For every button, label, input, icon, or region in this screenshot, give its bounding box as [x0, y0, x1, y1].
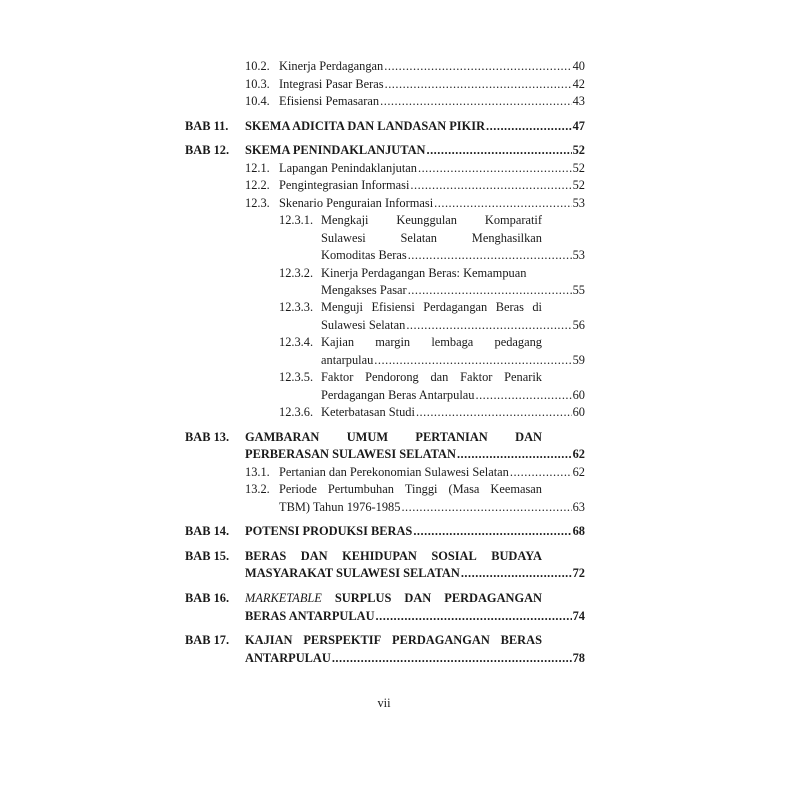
word: Penarik	[504, 370, 542, 384]
word: lembaga	[431, 335, 474, 349]
dot-leader	[332, 650, 572, 666]
toc-num: 12.3.5.	[279, 370, 314, 384]
word: Menguji	[321, 300, 363, 314]
dot-leader	[408, 247, 572, 263]
word: DAN	[404, 591, 432, 605]
dot-leader	[380, 93, 571, 109]
word: PERDAGANGAN	[444, 591, 542, 605]
word: Faktor	[460, 370, 493, 384]
word: BERAS	[245, 549, 287, 563]
dot-leader	[457, 446, 572, 462]
toc-num: 12.3.2.	[279, 266, 314, 280]
dot-leader	[410, 177, 571, 193]
chapter-page: 78	[572, 651, 585, 665]
toc-page: 60	[572, 388, 585, 402]
chapter-title: MASYARAKAT SULAWESI SELATAN	[245, 566, 460, 580]
toc-entry[interactable]	[321, 247, 585, 263]
toc-title: Sulawesi Selatan	[321, 318, 406, 332]
toc-num: 12.3.1.	[279, 213, 314, 227]
word: SURPLUS	[334, 591, 392, 605]
toc-entry[interactable]	[279, 160, 585, 176]
chapter-num: BAB 17.	[185, 633, 230, 647]
dot-leader	[486, 118, 572, 134]
word: PERDAGANGAN	[392, 633, 490, 647]
chapter-title-line[interactable]	[245, 632, 542, 648]
toc-title: Integrasi Pasar Beras	[279, 77, 384, 91]
toc-title-line[interactable]	[279, 481, 542, 497]
toc-title: Pengintegrasian Informasi	[279, 178, 410, 192]
toc-num: 10.4.	[245, 94, 270, 108]
dot-leader	[385, 76, 572, 92]
toc-num: 13.1.	[245, 465, 270, 479]
toc-page: 42	[572, 77, 585, 91]
dot-leader	[384, 58, 571, 74]
word: Tinggi	[404, 482, 438, 496]
dot-leader	[416, 404, 572, 420]
toc-num: 13.2.	[245, 482, 270, 496]
word: BUDAYA	[491, 549, 542, 563]
word: SOSIAL	[431, 549, 477, 563]
toc-title: Komoditas Beras	[321, 248, 407, 262]
toc-title-line[interactable]	[321, 299, 542, 315]
toc-page: 52	[572, 178, 585, 192]
chapter-title: POTENSI PRODUKSI BERAS	[245, 524, 413, 538]
word: Periode	[279, 482, 317, 496]
toc-title-line[interactable]	[321, 230, 542, 246]
chapter-num: BAB 13.	[185, 430, 230, 444]
toc-page: 52	[572, 161, 585, 175]
chapter-page: 47	[572, 119, 585, 133]
chapter-num: BAB 16.	[185, 591, 230, 605]
toc-title: Mengakses Pasar	[321, 283, 407, 297]
chapter-title-line[interactable]	[245, 590, 542, 606]
toc-page: 53	[572, 248, 585, 262]
toc-title-line[interactable]	[321, 334, 542, 350]
word: margin	[375, 335, 411, 349]
word: Komparatif	[484, 213, 542, 227]
word: dan	[430, 370, 449, 384]
word: Sulawesi	[321, 231, 366, 245]
toc-entry[interactable]	[279, 195, 585, 211]
word: Selatan	[400, 231, 438, 245]
toc-page: 40	[572, 59, 585, 73]
chapter-title-line[interactable]	[245, 429, 542, 445]
toc-page: 56	[572, 318, 585, 332]
toc-entry[interactable]	[321, 352, 585, 368]
word: Kajian	[321, 335, 355, 349]
toc-entry[interactable]	[279, 93, 585, 109]
word: pedagang	[494, 335, 542, 349]
toc-entry[interactable]	[279, 464, 585, 480]
toc-page: 55	[572, 283, 585, 297]
word: GAMBARAN	[245, 430, 320, 444]
word-italic: MARKETABLE	[245, 591, 322, 605]
toc-entry[interactable]	[279, 58, 585, 74]
chapter-page: 74	[572, 609, 585, 623]
toc-entry[interactable]	[279, 499, 585, 515]
word: DAN	[300, 549, 328, 563]
toc-entry[interactable]	[321, 387, 585, 403]
word: Faktor	[321, 370, 354, 384]
toc-title-line[interactable]: Kinerja Perdagangan Beras: Kemampuan	[321, 266, 527, 280]
chapter-page: 68	[572, 524, 585, 538]
word: UMUM	[346, 430, 389, 444]
toc-title: Kinerja Perdagangan	[279, 59, 384, 73]
toc-title: Pertanian dan Perekonomian Sulawesi Selatan	[279, 465, 509, 479]
toc-title: Perdagangan Beras Antarpulau	[321, 388, 475, 402]
dot-leader	[418, 160, 572, 176]
dot-leader	[413, 523, 571, 539]
dot-leader	[426, 142, 571, 158]
chapter-num: BAB 14.	[185, 524, 230, 538]
chapter-entry[interactable]	[245, 650, 585, 666]
chapter-num: BAB 15.	[185, 549, 230, 563]
chapter-entry[interactable]	[245, 608, 585, 624]
toc-page: 59	[572, 353, 585, 367]
chapter-title-line[interactable]	[245, 548, 542, 564]
word: Perdagangan	[423, 300, 488, 314]
chapter-page: 72	[572, 566, 585, 580]
toc-page: 62	[572, 465, 585, 479]
chapter-page: 62	[572, 447, 585, 461]
toc-title: Skenario Penguraian Informasi	[279, 196, 434, 210]
toc-num: 12.3.3.	[279, 300, 314, 314]
dot-leader	[475, 387, 571, 403]
word: KEHIDUPAN	[342, 549, 417, 563]
toc-entry[interactable]	[279, 76, 585, 92]
word: Efisiensi	[371, 300, 415, 314]
toc-entry[interactable]	[279, 177, 585, 193]
toc-page: 63	[572, 500, 585, 514]
dot-leader	[461, 565, 572, 581]
word: Beras	[495, 300, 524, 314]
chapter-page: 52	[572, 143, 585, 157]
page-number: vii	[377, 696, 391, 710]
chapter-num: BAB 12.	[185, 143, 230, 157]
chapter-entry[interactable]	[245, 142, 585, 158]
toc-num: 10.2.	[245, 59, 270, 73]
dot-leader	[406, 317, 571, 333]
toc-num: 12.3.	[245, 196, 270, 210]
word: (Masa	[448, 482, 480, 496]
word: di	[532, 300, 542, 314]
toc-page: 60	[572, 405, 585, 419]
word: PERTANIAN	[415, 430, 488, 444]
chapter-entry[interactable]	[245, 523, 585, 539]
dot-leader	[401, 499, 571, 515]
chapter-title: PERBERASAN SULAWESI SELATAN	[245, 447, 456, 461]
word: Menghasilkan	[471, 231, 542, 245]
word: DAN	[515, 430, 542, 444]
word: Keunggulan	[396, 213, 457, 227]
toc-num: 10.3.	[245, 77, 270, 91]
chapter-num: BAB 11.	[185, 119, 229, 133]
toc-num: 12.2.	[245, 178, 270, 192]
toc-page: 43	[572, 94, 585, 108]
chapter-title: SKEMA PENINDAKLANJUTAN	[245, 143, 426, 157]
toc-title: Keterbatasan Studi	[321, 405, 415, 419]
toc-title: Lapangan Penindaklanjutan	[279, 161, 417, 175]
dot-leader	[408, 282, 572, 298]
chapter-entry[interactable]	[245, 118, 585, 134]
chapter-title: SKEMA ADICITA DAN LANDASAN PIKIR	[245, 119, 486, 133]
toc-page: 53	[572, 196, 585, 210]
chapter-title: ANTARPULAU	[245, 651, 331, 665]
word: Keemasan	[490, 482, 542, 496]
toc-title: antarpulau	[321, 353, 374, 367]
word: KAJIAN	[245, 633, 293, 647]
toc-entry[interactable]	[321, 317, 585, 333]
toc-num: 12.1.	[245, 161, 270, 175]
word: Mengkaji	[321, 213, 369, 227]
toc-title: Efisiensi Pemasaran	[279, 94, 380, 108]
toc-title-line[interactable]	[321, 369, 542, 385]
dot-leader	[510, 464, 572, 480]
toc-title: TBM) Tahun 1976-1985	[279, 500, 401, 514]
chapter-entry[interactable]	[245, 446, 585, 462]
word: Pertumbuhan	[327, 482, 394, 496]
dot-leader	[434, 195, 571, 211]
toc-num: 12.3.6.	[279, 405, 314, 419]
toc-title-line[interactable]	[321, 212, 542, 228]
word: Pendorong	[365, 370, 419, 384]
word: PERSPEKTIF	[303, 633, 382, 647]
dot-leader	[376, 608, 572, 624]
toc-entry[interactable]	[321, 404, 585, 420]
dot-leader	[374, 352, 571, 368]
toc-entry[interactable]	[321, 282, 585, 298]
chapter-entry[interactable]	[245, 565, 585, 581]
word: BERAS	[500, 633, 542, 647]
toc-num: 12.3.4.	[279, 335, 314, 349]
chapter-title: BERAS ANTARPULAU	[245, 609, 375, 623]
